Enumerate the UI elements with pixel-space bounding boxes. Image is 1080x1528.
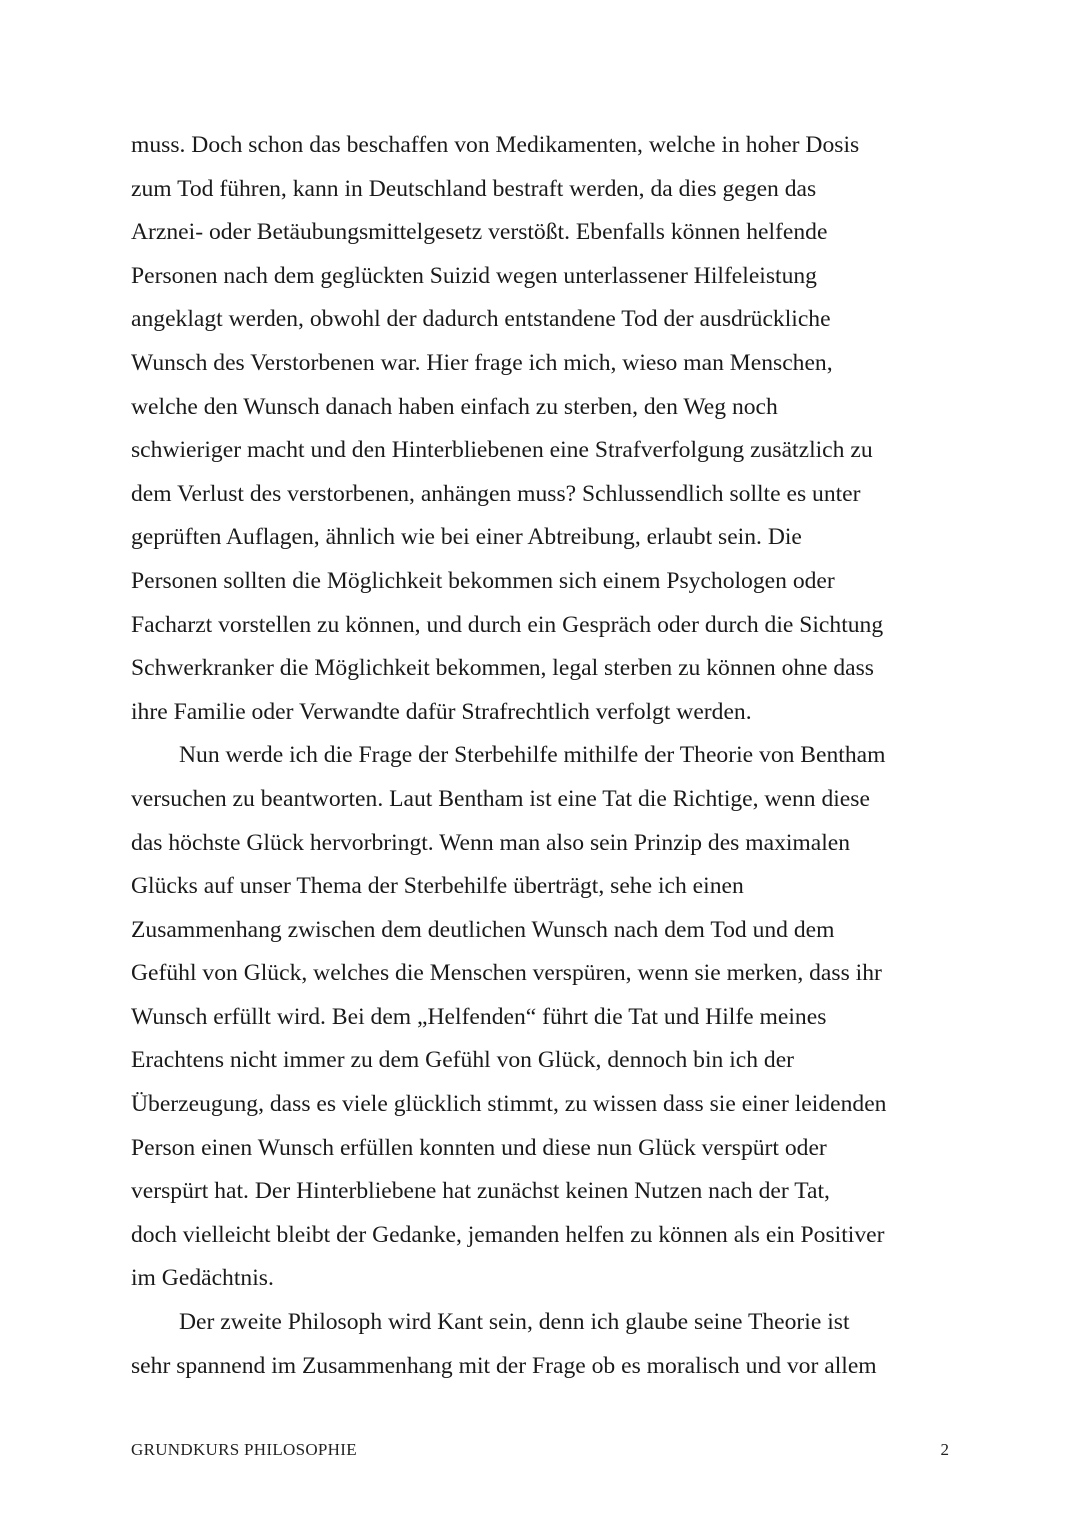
- text-line: schwieriger macht und den Hinterbliebenen eine Strafverfolgung zusätzlich zu: [131, 437, 873, 464]
- text-line: Wunsch des Verstorbenen war. Hier frage ich mich, wieso man Menschen,: [131, 349, 833, 376]
- text-line: zum Tod führen, kann in Deutschland bestraft werden, da dies gegen das: [131, 175, 817, 202]
- text-line: verspürt hat. Der Hinterbliebene hat zunächst keinen Nutzen nach der Tat,: [131, 1178, 830, 1205]
- text-line: versuchen zu beantworten. Laut Bentham ist eine Tat die Richtige, wenn diese: [131, 785, 870, 812]
- paragraph-start-line: Der zweite Philosoph wird Kant sein, denn ich glaube seine Theorie ist: [179, 1309, 850, 1336]
- text-line: Glücks auf unser Thema der Sterbehilfe überträgt, sehe ich einen: [131, 873, 744, 900]
- text-line: im Gedächtnis.: [131, 1265, 274, 1292]
- text-line: das höchste Glück hervorbringt. Wenn man also sein Prinzip des maximalen: [131, 829, 851, 856]
- text-line: Überzeugung, dass es viele glücklich stimmt, zu wissen dass sie einer leidenden: [131, 1091, 887, 1118]
- footer-title: GRUNDKURS PHILOSOPHIE: [131, 1440, 357, 1459]
- text-line: angeklagt werden, obwohl der dadurch entstandene Tod der ausdrückliche: [131, 306, 831, 333]
- text-line: sehr spannend im Zusammenhang mit der Frage ob es moralisch und vor allem: [131, 1352, 877, 1379]
- text-line: Facharzt vorstellen zu können, und durch ein Gespräch oder durch die Sichtung: [131, 611, 884, 638]
- text-line: welche den Wunsch danach haben einfach zu sterben, den Weg noch: [131, 393, 778, 420]
- text-line: Schwerkranker die Möglichkeit bekommen, legal sterben zu können ohne dass: [131, 655, 874, 682]
- page-number: 2: [940, 1440, 949, 1459]
- text-line: Gefühl von Glück, welches die Menschen verspüren, wenn sie merken, dass ihr: [131, 960, 882, 987]
- text-line: Arznei- oder Betäubungsmittelgesetz verstößt. Ebenfalls können helfende: [131, 219, 828, 246]
- text-line: ihre Familie oder Verwandte dafür Strafrechtlich verfolgt werden.: [131, 698, 752, 725]
- text-line: Person einen Wunsch erfüllen konnten und diese nun Glück verspürt oder: [131, 1134, 827, 1161]
- text-line: Personen nach dem geglückten Suizid wegen unterlassener Hilfeleistung: [131, 262, 817, 289]
- text-line: doch vielleicht bleibt der Gedanke, jemanden helfen zu können als ein Positiver: [131, 1221, 885, 1248]
- text-line: geprüften Auflagen, ähnlich wie bei einer Abtreibung, erlaubt sein. Die: [131, 524, 802, 551]
- text-line: Zusammenhang zwischen dem deutlichen Wunsch nach dem Tod und dem: [131, 916, 835, 943]
- text-line: muss. Doch schon das beschaffen von Medikamenten, welche in hoher Dosis: [131, 132, 860, 158]
- paragraph-start-line: Nun werde ich die Frage der Sterbehilfe mithilfe der Theorie von Bentham: [179, 742, 886, 769]
- text-line: Wunsch erfüllt wird. Bei dem „Helfenden“ führt die Tat und Hilfe meines: [131, 1003, 827, 1030]
- text-line: Personen sollten die Möglichkeit bekommen sich einem Psychologen oder: [131, 567, 835, 594]
- text-line: Erachtens nicht immer zu dem Gefühl von Glück, dennoch bin ich der: [131, 1047, 795, 1074]
- text-line: dem Verlust des verstorbenen, anhängen muss? Schlussendlich sollte es unter: [131, 480, 861, 507]
- body-text: [131, 124, 961, 1388]
